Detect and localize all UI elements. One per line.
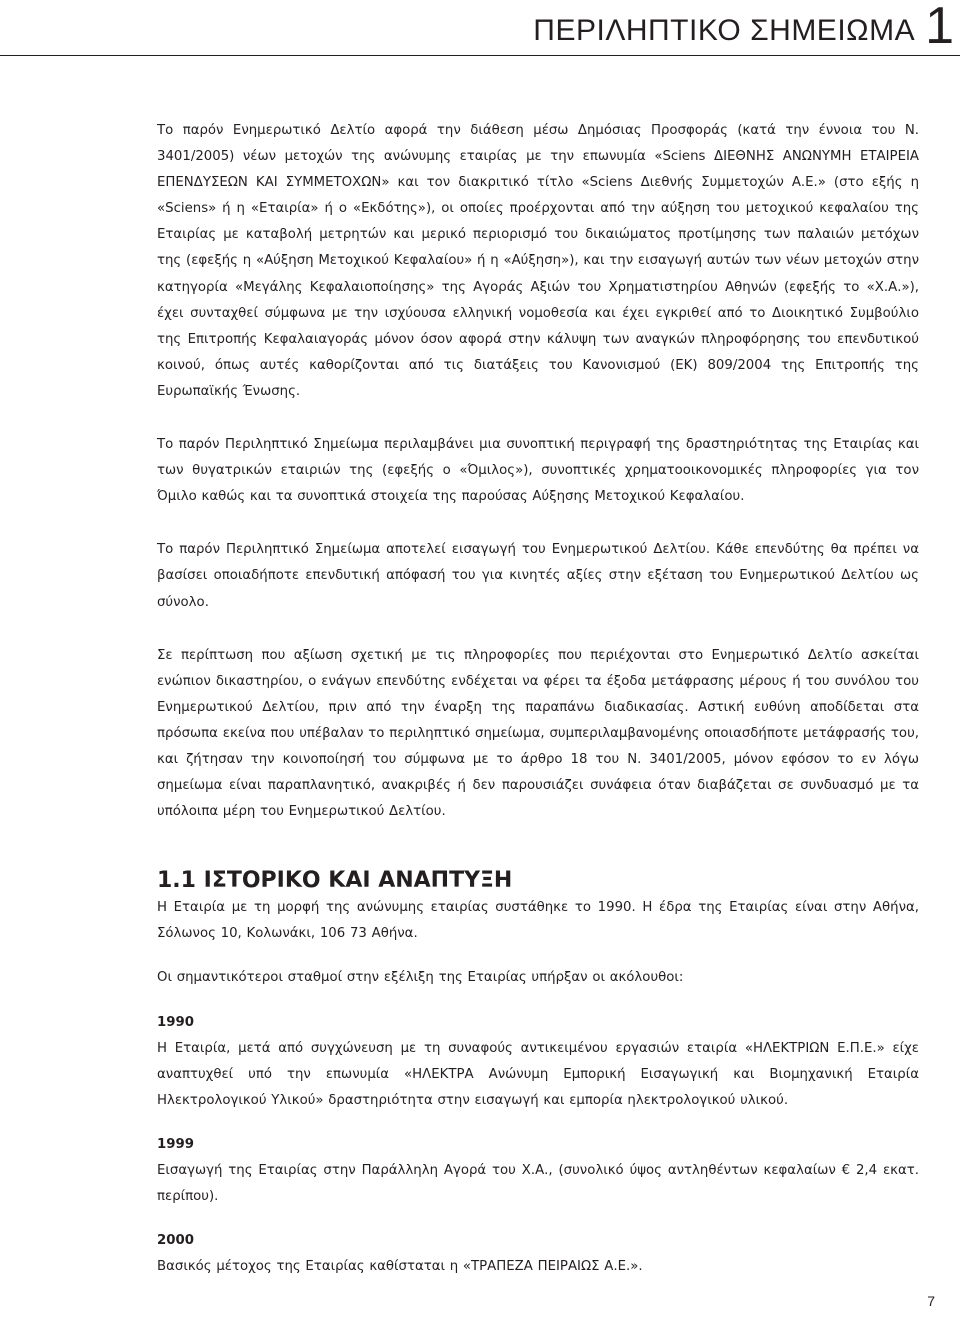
milestone-item	[157, 1010, 919, 1114]
chapter-number: 1	[925, 0, 954, 55]
milestone-item	[157, 1132, 919, 1210]
milestone-list	[157, 1010, 919, 1281]
page-number: 7	[927, 1293, 935, 1309]
history-paragraph-1: Η Εταιρία με τη μορφή της ανώνυμης εταιρίας συστάθηκε το 1990. Η έδρα της Εταιρίας είναι στην Αθήνα, Σόλωνος 10, Κολωνάκι, 106 73 Αθήνα.	[157, 900, 919, 942]
milestone-text: Εισαγωγή της Εταιρίας στην Παράλληλη Αγορά του Χ.Α., (συνολικό ύψος αντληθέντων κεφαλαίων € 2,4 εκατ. περίπου).	[157, 1162, 919, 1204]
milestone-text: Η Εταιρία, μετά από συγχώνευση με τη συναφούς αντικειμένου εργασιών εταιρία «ΗΛΕΚΤΡΙΩΝ Ε.Π.Ε.» είχε αναπτυχθεί υπό την επωνυμία «ΗΛΕΚΤΡΑ Ανώνυμη Εμπορική Εισαγωγική και Βιομηχανική Εταιρία Ηλεκτρολογικού Υλικού» δραστηριότητα στην εισαγωγή και εμπορία ηλεκτρολογικού υλικού.	[157, 1040, 919, 1108]
page-header	[533, 0, 954, 55]
milestone-text: Βασικός μέτοχος της Εταιρίας καθίσταται η «ΤΡΑΠΕΖΑ ΠΕΙΡΑΙΩΣ Α.Ε.».	[157, 1259, 643, 1274]
intro-paragraph-4: Σε περίπτωση που αξίωση σχετική με τις πληροφορίες που περιέχονται στο Ενημερωτικό Δελτίο ασκείται ενώπιον δικαστηρίου, ο ενάγων επενδύτης ενδέχεται να φέρει τα έξοδα μετάφρασης μέρους ή του συνόλου του Ενημερωτικού Δελτίου, πριν από την έναρξη της παραπάνω διαδικασίας. Αστική ευθύνη αποδίδεται στα πρόσωπα εκείνα που υπέβαλαν το περιληπτικό σημείωμα, συμπεριλαμβανομένης οποιασδήποτε μετάφρασής του, και ζήτησαν την κοινοποίησή του σύμφωνα με το άρθρο 18 του Ν. 3401/2005, μόνον εφόσον το εν λόγω σημείωμα είναι παραπλανητικό, ανακριβές ή δεν παρουσιάζει συνάφεια όταν διαβάζεται σε συνδυασμό με τα υπόλοιπα μέρη του Ενημερωτικού Δελτίου.	[157, 647, 919, 820]
milestone-item	[157, 1228, 919, 1280]
chapter-title: ΠΕΡΙΛΗΠΤΙΚΟ ΣΗΜΕΙΩΜΑ	[533, 14, 916, 47]
milestone-year: 1999	[157, 1136, 195, 1152]
intro-paragraph-3: Το παρόν Περιληπτικό Σημείωμα αποτελεί εισαγωγή του Ενημερωτικού Δελτίου. Κάθε επενδύτης θα πρέπει να βασίσει οποιαδήποτε επενδυτική απόφασή του για κινητές αξίες στην εξέταση του Ενημερωτικού Δελτίου ως σύνολο.	[157, 542, 919, 610]
header-divider	[0, 55, 960, 56]
milestone-year: 1990	[157, 1014, 195, 1030]
document-body	[157, 118, 919, 1280]
milestone-year: 2000	[157, 1233, 195, 1248]
history-paragraph-2: Οι σημαντικότεροι σταθμοί στην εξέλιξη της Εταιρίας υπήρξαν οι ακόλουθοι:	[157, 970, 684, 986]
intro-paragraph-2: Το παρόν Περιληπτικό Σημείωμα περιλαμβάνει μια συνοπτική περιγραφή της δραστηριότητας της Εταιρίας και των θυγατρικών εταιριών της (εφεξής ο «Όμιλος»), συνοπτικές χρηματοοικονομικές πληροφορίες για τον Όμιλο καθώς και τα συνοπτικά στοιχεία της παρούσας Αύξησης Μετοχικού Κεφαλαίου.	[157, 437, 919, 505]
intro-paragraph-1: Το παρόν Ενημερωτικό Δελτίο αφορά την διάθεση μέσω Δημόσιας Προσφοράς (κατά την έννοια του Ν. 3401/2005) νέων μετοχών της ανώνυμης εταιρίας με την επωνυμία «Sciens ΔΙΕΘΝΗΣ ΑΝΩΝΥΜΗ ΕΤΑΙΡΕΙΑ ΕΠΕΝΔΥΣΕΩΝ ΚΑΙ ΣΥΜΜΕΤΟΧΩΝ» και τον διακριτικό τίτλο «Sciens Διεθνής Συμμετοχών Α.Ε.» (στο εξής η «Sciens» ή η «Εταιρία» ή ο «Εκδότης»), οι οποίες προέρχονται από την αύξηση του μετοχικού κεφαλαίου της Εταιρίας με καταβολή μετρητών και μερικό περιορισμό του δικαιώματος προτίμησης των παλαιών μετόχων της (εφεξής η «Αύξηση Μετοχικού Κεφαλαίου» ή η «Αύξηση»), και την εισαγωγή αυτών των νέων μετοχών στην κατηγορία «Μεγάλης Κεφαλαιοποίησης» της Αγοράς Αξιών του Χρηματιστηρίου Αθηνών (εφεξής το «Χ.Α.»), έχει συνταχθεί σύμφωνα με την ισχύουσα ελληνική νομοθεσία και έχει εγκριθεί από το Διοικητικό Συμβούλιο της Επιτροπής Κεφαλαιαγοράς μόνον όσον αφορά στην κάλυψη των αναγκών πληροφόρησης του επενδυτικού κοινού, όπως αυτές καθορίζονται από τις διατάξεις του Κανονισμού (ΕΚ) 809/2004 της Επιτροπής της Ευρωπαϊκής Ένωσης.	[157, 123, 919, 399]
section-heading: 1.1 ΙΣΤΟΡΙΚΟ ΚΑΙ ΑΝΑΠΤΥΞΗ	[157, 868, 513, 894]
